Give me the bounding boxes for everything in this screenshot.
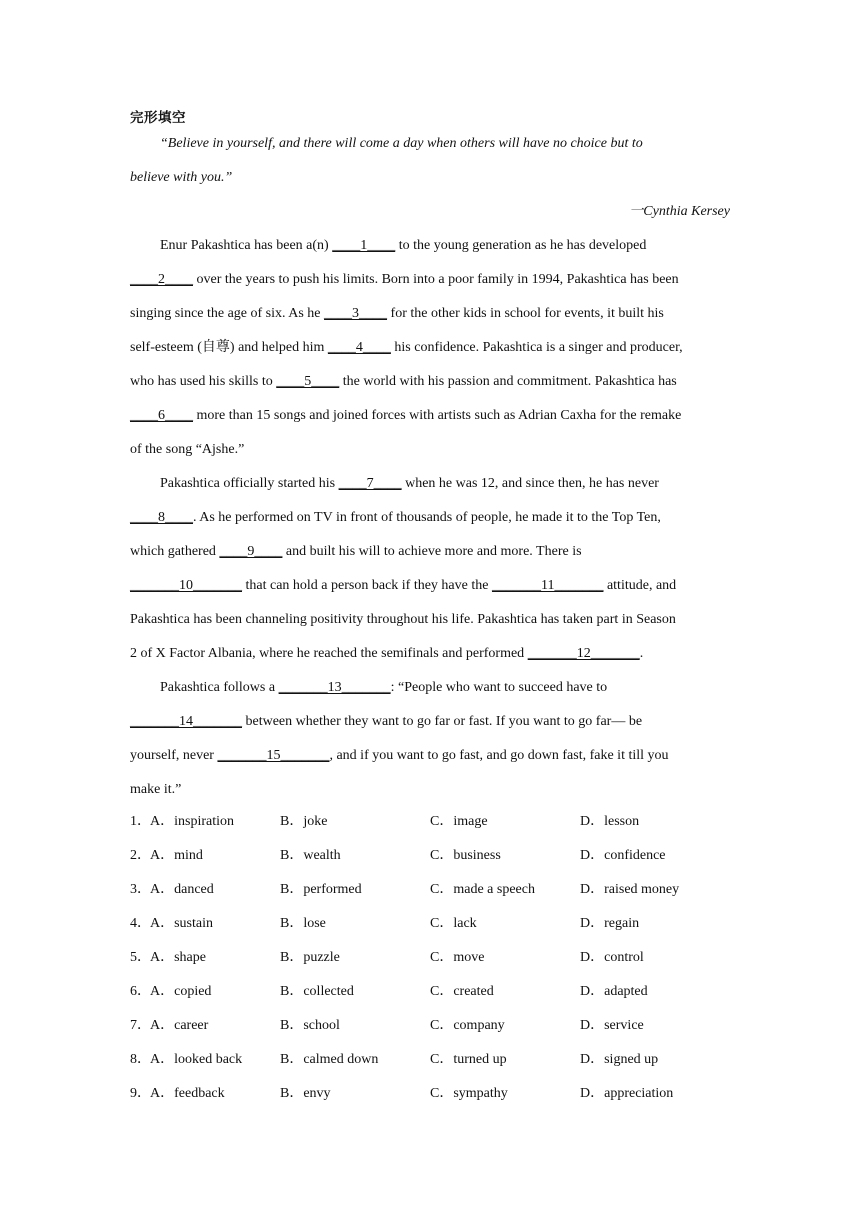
passage-text: to the young generation as he has developed xyxy=(395,238,647,253)
question-number: 5． xyxy=(130,950,151,965)
blank-8: ____8____ xyxy=(130,510,193,525)
option-d: D．raised money xyxy=(580,882,680,897)
option-c: C．created xyxy=(430,984,494,999)
quote-line-1: “Believe in yourself, and there will come a day when others will have no choice but to xyxy=(160,136,643,151)
passage-text: , and if you want to go fast, and go down fast, fake it till you xyxy=(329,748,669,763)
option-a: A．inspiration xyxy=(150,814,234,829)
passage-text: and built his will to achieve more and more. There is xyxy=(282,544,582,559)
passage-line: make it.” xyxy=(130,782,182,797)
option-d: D．appreciation xyxy=(580,1086,674,1101)
passage-line xyxy=(130,372,730,392)
quote-author: 一Cynthia Kersey xyxy=(629,204,730,219)
option-d: D．confidence xyxy=(580,848,666,863)
section-title: 完形填空 xyxy=(130,110,186,126)
passage-line xyxy=(130,406,730,426)
option-a: A．career xyxy=(150,1018,209,1033)
option-b: B．calmed down xyxy=(280,1052,379,1067)
blank-1: ____1____ xyxy=(332,238,396,253)
option-d: D．signed up xyxy=(580,1052,659,1067)
passage-line xyxy=(130,712,730,732)
passage-text: which gathered xyxy=(130,544,220,559)
option-d: D．lesson xyxy=(580,814,640,829)
blank-13: _______13_______ xyxy=(278,680,391,695)
option-a: A．copied xyxy=(150,984,212,999)
option-a: A．feedback xyxy=(150,1086,225,1101)
option-c: C．image xyxy=(430,814,488,829)
blank-10: _______10_______ xyxy=(130,578,242,593)
passage-line: Pakashtica has been channeling positivity throughout his life. Pakashtica has taken part in Season xyxy=(130,612,676,627)
option-b: B．school xyxy=(280,1018,340,1033)
option-a: A．looked back xyxy=(150,1052,243,1067)
passage-line xyxy=(130,542,730,562)
option-d: D．regain xyxy=(580,916,640,931)
passage-text: his confidence. Pakashtica is a singer and producer, xyxy=(390,340,683,355)
question-number: 7． xyxy=(130,1018,151,1033)
question-options xyxy=(130,1084,730,1104)
passage-line xyxy=(130,644,730,664)
question-number: 8． xyxy=(130,1052,151,1067)
passage-text: for the other kids in school for events, it built his xyxy=(387,306,664,321)
question-number: 2． xyxy=(130,848,151,863)
option-b: B．lose xyxy=(280,916,326,931)
option-d: D．service xyxy=(580,1018,644,1033)
passage-text: the world with his passion and commitment. Pakashtica has xyxy=(339,374,677,389)
option-d: D．adapted xyxy=(580,984,648,999)
option-b: B．envy xyxy=(280,1086,331,1101)
question-options xyxy=(130,1016,730,1036)
option-b: B．performed xyxy=(280,882,362,897)
passage-line: of the song “Ajshe.” xyxy=(130,442,245,457)
blank-7: ____7____ xyxy=(338,476,402,491)
option-c: C．move xyxy=(430,950,485,965)
option-b: B．joke xyxy=(280,814,328,829)
question-number: 3． xyxy=(130,882,151,897)
passage-line xyxy=(130,746,730,766)
passage-text: yourself, never xyxy=(130,748,218,763)
passage-line xyxy=(130,304,730,324)
option-c: C．turned up xyxy=(430,1052,507,1067)
passage-text: attitude, and xyxy=(603,578,677,593)
passage-text: Enur Pakashtica has been a(n) xyxy=(160,238,333,253)
question-number: 1． xyxy=(130,814,151,829)
option-b: B．puzzle xyxy=(280,950,340,965)
blank-3: ____3____ xyxy=(324,306,388,321)
option-a: A．mind xyxy=(150,848,203,863)
question-options xyxy=(130,982,730,1002)
question-options xyxy=(130,812,730,832)
passage-line xyxy=(130,338,730,358)
passage-text: that can hold a person back if they have the xyxy=(242,578,492,593)
option-c: C．company xyxy=(430,1018,505,1033)
passage-line xyxy=(130,508,730,528)
option-b: B．collected xyxy=(280,984,354,999)
option-c: C．business xyxy=(430,848,501,863)
option-c: C．sympathy xyxy=(430,1086,508,1101)
passage-text: singing since the age of six. As he xyxy=(130,306,325,321)
question-options xyxy=(130,914,730,934)
question-number: 9． xyxy=(130,1086,151,1101)
passage-text: when he was 12, and since then, he has never xyxy=(401,476,659,491)
question-options xyxy=(130,948,730,968)
blank-4: ____4____ xyxy=(327,340,391,355)
question-options xyxy=(130,880,730,900)
blank-2: ____2____ xyxy=(130,272,193,287)
passage-text: more than 15 songs and joined forces with artists such as Adrian Caxha for the remake xyxy=(193,408,682,423)
blank-15: _______15_______ xyxy=(217,748,330,763)
passage-text: : “People who want to succeed have to xyxy=(390,680,608,695)
passage-text: between whether they want to go far or fast. If you want to go far— be xyxy=(242,714,643,729)
passage-text: who has used his skills to xyxy=(130,374,277,389)
passage-text: over the years to push his limits. Born into a poor family in 1994, Pakashtica has been xyxy=(193,272,679,287)
passage-text: self-esteem (自尊) and helped him xyxy=(130,340,328,355)
passage-line xyxy=(130,270,730,290)
passage-line xyxy=(160,236,730,256)
passage-line xyxy=(160,678,730,698)
blank-14: _______14_______ xyxy=(130,714,242,729)
passage-text: Pakashtica officially started his xyxy=(160,476,339,491)
quote-line-2: believe with you.” xyxy=(130,170,233,185)
option-a: A．danced xyxy=(150,882,214,897)
passage-text: . xyxy=(639,646,644,661)
passage-text: Pakashtica follows a xyxy=(160,680,279,695)
blank-6: ____6____ xyxy=(130,408,193,423)
option-a: A．sustain xyxy=(150,916,213,931)
question-options xyxy=(130,846,730,866)
option-d: D．control xyxy=(580,950,644,965)
question-number: 4． xyxy=(130,916,151,931)
option-b: B．wealth xyxy=(280,848,341,863)
passage-text: . As he performed on TV in front of thousands of people, he made it to the Top Ten, xyxy=(193,510,661,525)
question-options xyxy=(130,1050,730,1070)
option-c: C．lack xyxy=(430,916,477,931)
blank-5: ____5____ xyxy=(276,374,340,389)
blank-12: _______12_______ xyxy=(527,646,640,661)
option-c: C．made a speech xyxy=(430,882,535,897)
blank-11: _______11_______ xyxy=(491,578,604,593)
passage-text: 2 of X Factor Albania, where he reached the semifinals and performed xyxy=(130,646,528,661)
blank-9: ____9____ xyxy=(219,544,283,559)
option-a: A．shape xyxy=(150,950,206,965)
passage-line xyxy=(160,474,730,494)
question-number: 6． xyxy=(130,984,151,999)
passage-line xyxy=(130,576,730,596)
